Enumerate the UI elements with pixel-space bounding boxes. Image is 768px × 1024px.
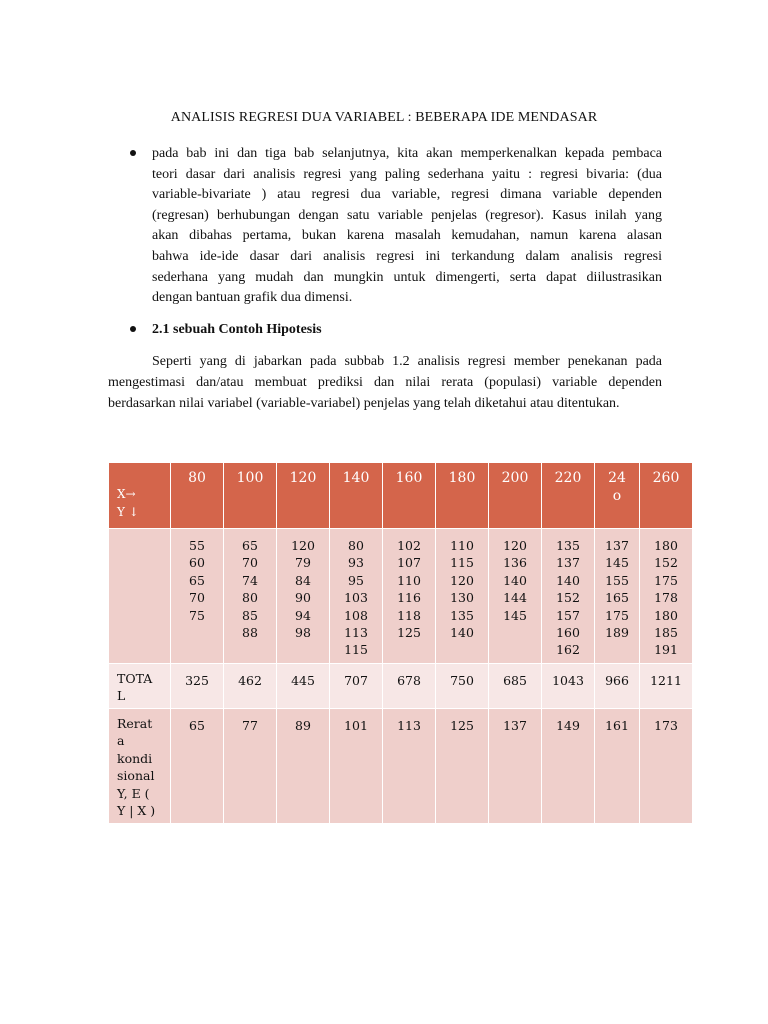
y-value: 152: [556, 590, 580, 606]
total-value: 445: [291, 673, 315, 688]
y-value: 116: [397, 590, 421, 606]
x-header-value: 220: [554, 470, 582, 486]
total-value: 678: [397, 673, 421, 688]
x-header-cell: [489, 463, 542, 529]
axis-corner-cell: [109, 463, 171, 529]
y-value: 110: [397, 572, 421, 588]
y-value: 94: [295, 607, 311, 623]
total-value-cell: [171, 664, 224, 709]
mean-value: 89: [295, 718, 311, 733]
total-label-text: L: [117, 688, 126, 704]
y-value: 125: [397, 625, 421, 641]
x-header-value: 160: [395, 470, 423, 486]
document-title: ANALISIS REGRESI DUA VARIABEL : BEBERAPA IDE MENDASAR: [170, 110, 598, 125]
total-value: 462: [238, 673, 262, 688]
intro-line: akan dibahas pertama, bukan karena masalah kemudahan, namun karena alasan: [152, 228, 662, 244]
y-value: 80: [242, 590, 258, 606]
y-value: 157: [556, 607, 580, 623]
x-header-value: 180: [448, 470, 476, 486]
x-header-value: 100: [236, 470, 264, 486]
total-value-cell: [224, 664, 277, 709]
mean-value-cell: [436, 709, 489, 824]
y-value: 88: [242, 625, 258, 641]
y-value: 120: [291, 538, 315, 553]
x-header-cell: [171, 463, 224, 529]
body-paragraph: [108, 352, 662, 414]
total-value-cell: [595, 664, 640, 709]
total-value: 1043: [552, 673, 584, 688]
y-values-cell: [489, 529, 542, 664]
y-value: 93: [348, 555, 364, 571]
section-heading: 2.1 sebuah Contoh Hipotesis: [152, 322, 322, 337]
y-value: 110: [450, 538, 474, 553]
y-value: 80: [348, 538, 364, 553]
total-value: 1211: [650, 673, 682, 688]
mean-value: 173: [654, 718, 678, 733]
x-header-cell: [542, 463, 595, 529]
y-value: 120: [450, 572, 474, 588]
intro-paragraph: [152, 144, 662, 309]
y-values-cell: [542, 529, 595, 664]
total-value-cell: [383, 664, 436, 709]
y-value: 98: [295, 625, 311, 641]
y-value: 160: [556, 625, 580, 641]
table-row-values: [109, 529, 693, 664]
x-header-cell: [595, 463, 640, 529]
regression-table: [108, 462, 693, 824]
y-value: 137: [556, 555, 580, 571]
y-value: 144: [503, 590, 527, 606]
mean-value: 101: [344, 718, 368, 733]
y-value: 175: [605, 607, 629, 623]
y-value: 178: [654, 590, 678, 606]
x-header-value: 24: [608, 470, 626, 486]
y-value: 140: [556, 572, 580, 588]
mean-value: 137: [503, 718, 527, 733]
y-value: 165: [605, 590, 629, 606]
x-header-cell: [436, 463, 489, 529]
y-values-cell: [436, 529, 489, 664]
total-value: 707: [344, 673, 368, 688]
x-header-value: 80: [188, 470, 206, 486]
y-value: 90: [295, 590, 311, 606]
total-value-cell: [640, 664, 693, 709]
empty-label-cell: [109, 529, 171, 664]
mean-value-cell: [640, 709, 693, 824]
table-row-means: [109, 709, 693, 824]
mean-label-text: a: [117, 733, 125, 749]
y-value: 70: [242, 555, 258, 571]
mean-value: 77: [242, 718, 258, 733]
total-value-cell: [542, 664, 595, 709]
total-label: [109, 664, 170, 705]
mean-value: 65: [189, 718, 205, 733]
y-value: 95: [348, 572, 364, 588]
mean-value-cell: [330, 709, 383, 824]
y-value: 113: [344, 625, 368, 641]
mean-value: 149: [556, 718, 580, 733]
intro-line: bahwa ide-ide dasar dari analisis regresi ini terkandung dalam analisis regresi: [152, 248, 662, 264]
x-header-cell: [640, 463, 693, 529]
y-value: 103: [344, 590, 368, 606]
y-value: 180: [654, 538, 678, 553]
body-line: berdasarkan nilai variabel (variable-variabel) penjelas yang telah diketahui atau ditentukan.: [108, 395, 620, 411]
x-header-cell: [383, 463, 436, 529]
total-value: 750: [450, 673, 474, 688]
intro-line: sederhana yang mudah dan mungkin untuk dimengerti, serta dapat diilustrasikan: [152, 269, 662, 285]
x-header-cell: [224, 463, 277, 529]
y-value: 115: [344, 642, 368, 658]
intro-line: variable-bivariate ) atau regresi dua variable, regresi dimana variable dependen: [152, 187, 662, 203]
mean-value-cell: [595, 709, 640, 824]
x-axis-label: X→: [117, 487, 136, 501]
y-value: 75: [189, 607, 205, 623]
y-value: 137: [605, 538, 629, 553]
total-value-cell: [489, 664, 542, 709]
bullet-dot-icon: [130, 150, 136, 156]
mean-label-text: Y, E (: [117, 785, 150, 801]
mean-label-text: kondi: [117, 750, 153, 766]
y-value: 140: [503, 572, 527, 588]
total-value-cell: [436, 664, 489, 709]
y-value: 107: [397, 555, 421, 571]
mean-value-cell: [542, 709, 595, 824]
x-header-value: 260: [652, 470, 680, 486]
y-value: 65: [189, 572, 205, 588]
y-value: 118: [397, 607, 421, 623]
y-value: 145: [605, 555, 629, 571]
mean-value-cell: [277, 709, 330, 824]
total-value-cell: [330, 664, 383, 709]
y-values-cell: [595, 529, 640, 664]
y-value: 155: [605, 572, 629, 588]
mean-value: 125: [450, 718, 474, 733]
total-value: 325: [185, 673, 209, 688]
y-value: 85: [242, 607, 258, 623]
x-header-value: 140: [342, 470, 370, 486]
intro-line: pada bab ini dan tiga bab selanjutnya, kita akan memperkenalkan kepada pembaca: [152, 146, 662, 161]
mean-label-cell: [109, 709, 171, 824]
y-value: 140: [450, 625, 474, 641]
mean-value: 113: [397, 718, 421, 733]
y-values-cell: [277, 529, 330, 664]
y-value: 191: [654, 642, 678, 658]
body-line: Seperti yang di jabarkan pada subbab 1.2 analisis regresi member penekanan pada: [152, 354, 662, 369]
intro-line: (regresan) berhubungan dengan satu variable penjelas (regresor). Kasus inilah yang: [152, 207, 662, 223]
y-values-cell: [383, 529, 436, 664]
mean-label-text: Rerat: [117, 716, 153, 731]
y-value: 120: [503, 538, 527, 553]
y-value: 70: [189, 590, 205, 606]
table-header-row: [109, 463, 693, 529]
y-value: 55: [189, 538, 205, 553]
y-value: 84: [295, 572, 311, 588]
y-value: 185: [654, 625, 678, 641]
y-value: 162: [556, 642, 580, 658]
mean-value: 161: [605, 718, 629, 733]
intro-line: dengan bantuan grafik dua dimensi.: [152, 290, 353, 306]
table-row-totals: [109, 664, 693, 709]
x-header-value: 200: [501, 470, 529, 486]
y-value: 60: [189, 555, 205, 571]
y-axis-label: Y ↓: [117, 505, 139, 519]
mean-label-text: Y | X ): [117, 803, 156, 819]
y-value: 79: [295, 555, 311, 571]
total-value-cell: [277, 664, 330, 709]
y-value: 145: [503, 607, 527, 623]
y-values-cell: [330, 529, 383, 664]
y-value: 115: [450, 555, 474, 571]
y-value: 135: [556, 538, 580, 553]
x-header-value: o: [612, 488, 622, 504]
bullet-dot-icon: [130, 326, 136, 332]
total-label-text: TOTA: [117, 671, 153, 686]
mean-value-cell: [383, 709, 436, 824]
mean-value-cell: [489, 709, 542, 824]
y-value: 152: [654, 555, 678, 571]
y-value: 180: [654, 607, 678, 623]
x-header-value: 120: [289, 470, 317, 486]
y-value: 135: [450, 607, 474, 623]
mean-value-cell: [171, 709, 224, 824]
mean-label-text: sional: [117, 768, 155, 784]
y-values-cell: [224, 529, 277, 664]
y-value: 175: [654, 572, 678, 588]
y-value: 108: [344, 607, 368, 623]
intro-line: teori dasar dari analisis regresi yang paling sederhana yaitu : regresi bivaria: (dua: [152, 166, 662, 182]
body-line: mengestimasi dan/atau membuat prediksi dan nilai rerata (populasi) variable dependen: [108, 374, 662, 390]
y-value: 65: [242, 538, 258, 553]
y-value: 102: [397, 538, 421, 553]
mean-value-cell: [224, 709, 277, 824]
y-value: 74: [242, 572, 258, 588]
y-value: 189: [605, 625, 629, 641]
y-values-cell: [171, 529, 224, 664]
y-value: 130: [450, 590, 474, 606]
x-header-cell: [277, 463, 330, 529]
y-values-cell: [640, 529, 693, 664]
mean-label: [109, 709, 170, 819]
x-header-cell: [330, 463, 383, 529]
total-value: 685: [503, 673, 527, 688]
total-value: 966: [605, 673, 629, 688]
y-value: 136: [503, 555, 527, 571]
total-label-cell: [109, 664, 171, 709]
